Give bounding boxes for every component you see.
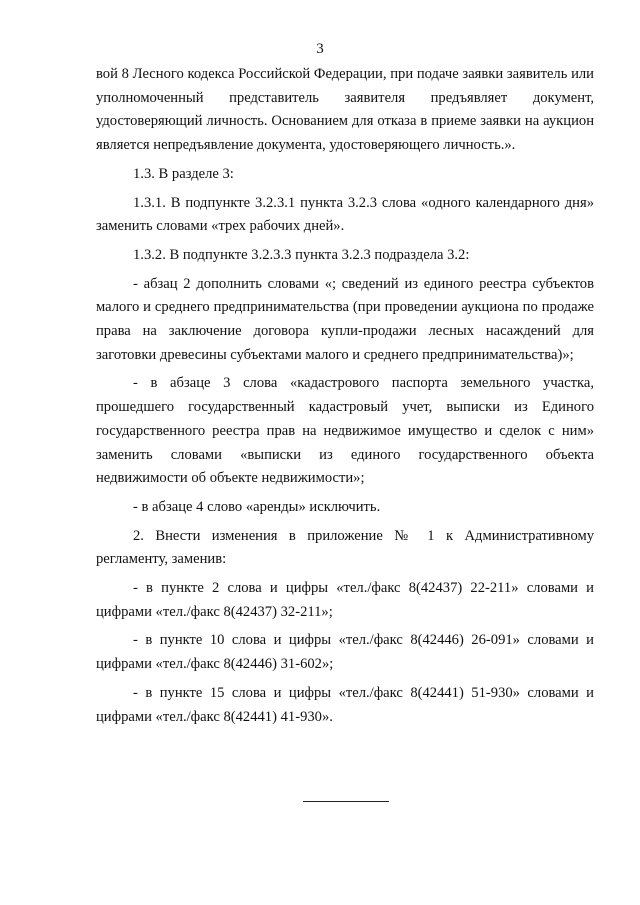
page-number: 3 [316,41,324,57]
paragraph-punkt-10: - в пункте 10 слова и цифры «тел./факс 8(42446) 26-091» словами и цифрами «тел./факс 8(42446) 31-602»; [96,632,594,673]
paragraph-1-3-2: 1.3.2. В подпункте 3.2.3.3 пункта 3.2.3 подраздела 3.2: [133,246,470,263]
paragraph-abzac-2: - абзац 2 дополнить словами «; сведений из единого реестра субъектов малого и среднего предпринимательства (при проведении аукциона по продаже права на заключение договора купли-продажи лесных насаждений для заготовки древесины субъектами малого и среднего предпринимательства)»; [96,275,594,363]
paragraph-continuation: вой 8 Лесного кодекса Российской Федерации, при подаче заявки заявитель или уполномоченный представитель заявителя предъявляет документ, удостоверяющий личность. Основанием для отказа в приеме заявки на аукцион является непредъявление документа, удостоверяющего личность.». [96,66,594,154]
paragraph-abzac-3: - в абзаце 3 слова «кадастрового паспорта земельного участка, прошедшего государственный кадастровый учет, выписки из Единого государственного реестра прав на недвижимое имущество и сделок с ним» заменить словами «выписки из единого государственного объекта недвижимости об объекте недвижимости»; [96,375,594,487]
paragraph-punkt-2: - в пункте 2 слова и цифры «тел./факс 8(42437) 22-211» словами и цифрами «тел./факс 8(42437) 32-211»; [96,580,594,620]
document-body [96,63,594,729]
paragraph-section-1-3: 1.3. В разделе 3: [133,165,234,182]
paragraph-item-2: 2. Внести изменения в приложение № 1 к Административному регламенту, заменив: [96,527,594,568]
paragraph-1-3-1: 1.3.1. В подпункте 3.2.3.1 пункта 3.2.3 слова «одного календарного дня» заменить словами «трех рабочих дней». [96,194,594,235]
closing-rule [303,801,389,802]
paragraph-punkt-15: - в пункте 15 слова и цифры «тел./факс 8(42441) 51-930» словами и цифрами «тел./факс 8(42441) 41-930». [96,684,594,725]
paragraph-abzac-4: - в абзаце 4 слово «аренды» исключить. [133,498,381,515]
